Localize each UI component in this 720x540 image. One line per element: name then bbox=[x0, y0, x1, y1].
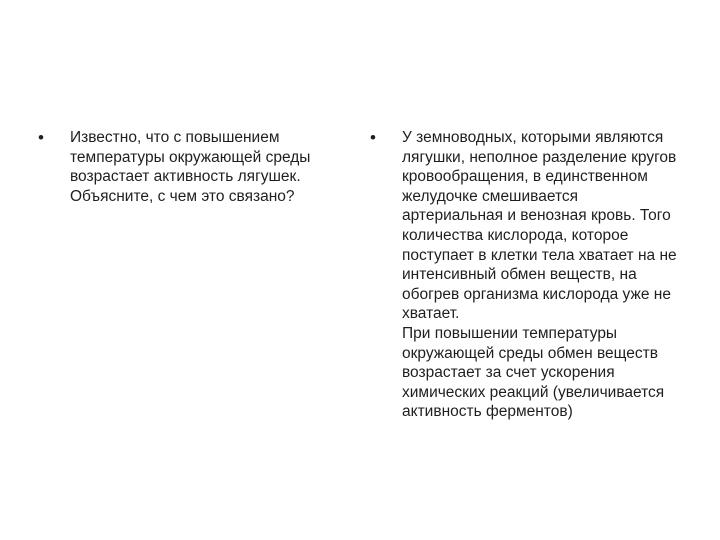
question-text: Известно, что с повышением температуры окружающей среды возрастает активность лягушек. Объясните, с чем это связано? bbox=[70, 129, 311, 205]
question-bullet-item bbox=[38, 128, 338, 206]
question-column bbox=[38, 128, 338, 206]
bullet-icon: • bbox=[370, 128, 376, 147]
answer-column bbox=[370, 128, 680, 422]
bullet-icon: • bbox=[38, 128, 44, 147]
answer-paragraph-2: При повышении температуры окружающей среды обмен веществ возрастает за счет ускорения химических реакций (увеличивается активность ферментов) bbox=[402, 324, 665, 421]
answer-bullet-item bbox=[370, 128, 680, 422]
answer-paragraph-1: У земноводных, которыми являются лягушки, неполное разделение кругов кровообращения, в единственном желудочке смешивается артериальная и венозная кровь. Того количества кислорода, которое поступает в клетки тела хватает на не интенсивный обмен веществ, на обогрев организма кислорода уже не хватает. bbox=[402, 129, 677, 323]
